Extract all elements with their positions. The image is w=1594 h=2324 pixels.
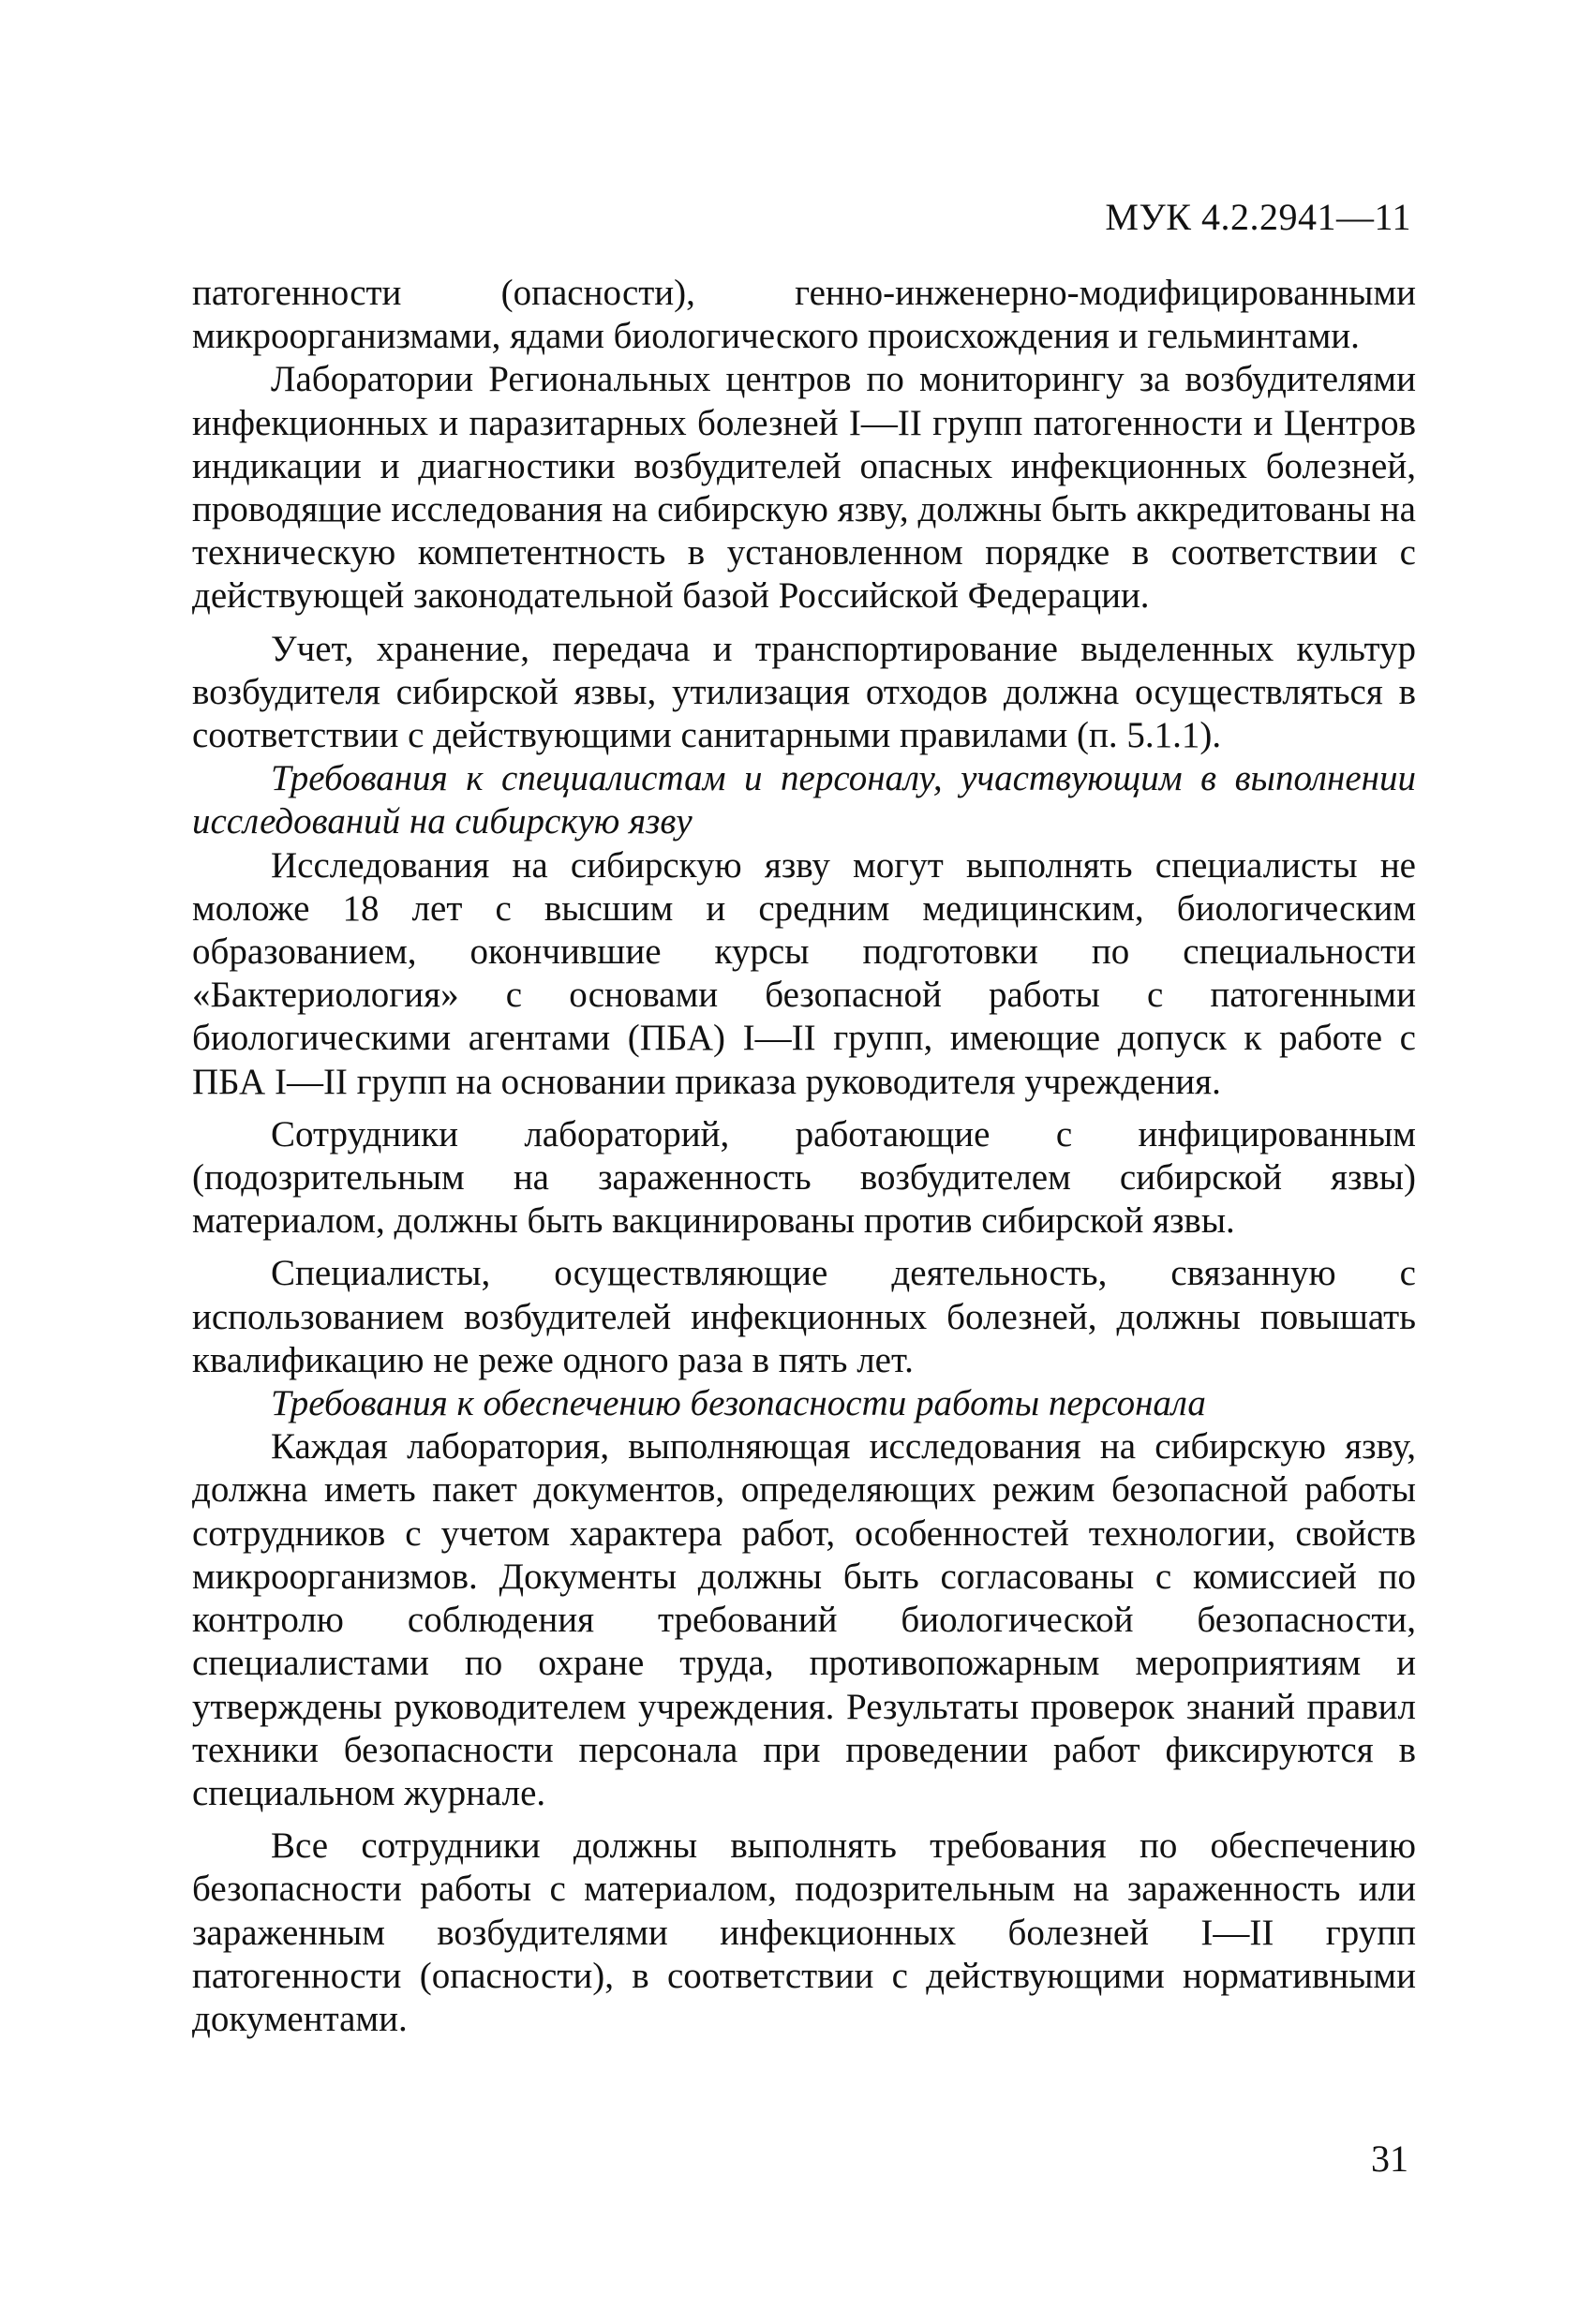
paragraph-laboratories: Лаборатории Региональных центров по мониторингу за возбудителями инфекционных и паразитарных болезней I—II групп патогенности и Центров индикации и диагностики возбудителей опасных инфекционных болезней, проводящие исследования на сибирскую язву, должны быть аккредитованы на техническую компетентность в установленном порядке в соответствии с действующей законодательной базой Российской Федерации. bbox=[192, 359, 1416, 617]
paragraph-safety-requirements: Все сотрудники должны выполнять требования по обеспечению безопасности работы с материалом, подозрительным на зараженность или зараженным возбудителями инфекционных болезней I—II групп патогенности (опасности), в соответствии с действующими нормативными документами. bbox=[192, 1825, 1416, 2039]
paragraph-safety-documents: Каждая лаборатория, выполняющая исследования на сибирскую язву, должна иметь пакет документов, определяющих режим безопасной работы сотрудников с учетом характера работ, особенностей технологии, свойств микроорганизмов. Документы должны быть согласованы с комиссией по контролю соблюдения требований биологической безопасности, специалистами по охране труда, противопожарным мероприятиям и утверждены руководителем учреждения. Результаты проверок знаний правил техники безопасности персонала при проведении работ фиксируются в специальном журнале. bbox=[192, 1426, 1416, 1813]
section-heading-specialists: Требования к специалистам и персоналу, участвующим в выполнении исследований на сибирскую язву bbox=[192, 758, 1416, 842]
document-code: МУК 4.2.2941—11 bbox=[1105, 196, 1411, 238]
section-heading-safety: Требования к обеспечению безопасности работы персонала bbox=[271, 1383, 1206, 1424]
page-number: 31 bbox=[1371, 2138, 1408, 2180]
paragraph-specialists-requirements: Исследования на сибирскую язву могут выполнять специалисты не моложе 18 лет с высшим и средним медицинским, биологическим образованием, окончившие курсы подготовки по специальности «Бактериология» с основами безопасной работы с патогенными биологическими агентами (ПБА) I—II групп, имеющие допуск к работе с ПБА I—II групп на основании приказа руководителя учреждения. bbox=[192, 844, 1416, 1102]
paragraph-vaccination: Сотрудники лабораторий, работающие с инфицированным (подозрительным на зараженность возбудителем сибирской язвы) материалом, должны быть вакцинированы против сибирской язвы. bbox=[192, 1113, 1416, 1242]
paragraph-cultures-storage: Учет, хранение, передача и транспортирование выделенных культур возбудителя сибирской язвы, утилизация отходов должна осуществляться в соответствии с действующими санитарными правилами (п. 5.1.1). bbox=[192, 628, 1416, 756]
paragraph-qualification: Специалисты, осуществляющие деятельность, связанную с использованием возбудителей инфекционных болезней, должны повышать квалификацию не реже одного раза в пять лет. bbox=[192, 1253, 1416, 1380]
document-body bbox=[192, 272, 1416, 2041]
paragraph-continuation: патогенности (опасности), генно-инженерно-модифицированными микроорганизмами, ядами биологического происхождения и гельминтами. bbox=[192, 273, 1416, 357]
